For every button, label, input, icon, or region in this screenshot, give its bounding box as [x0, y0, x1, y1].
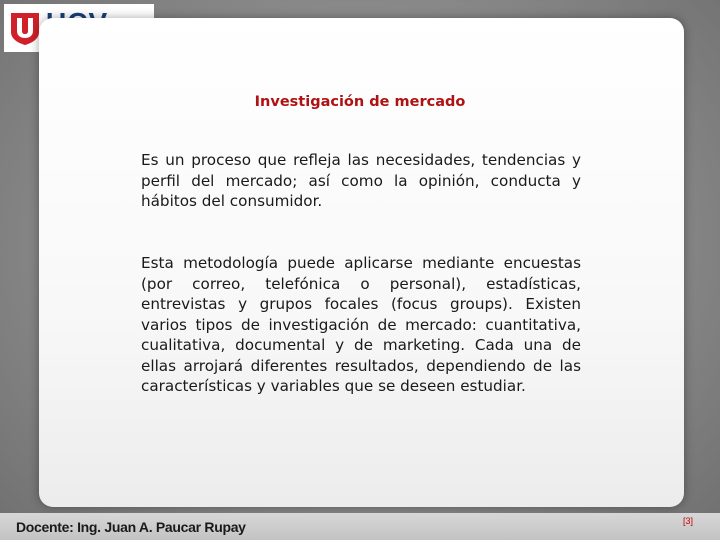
ucv-shield-icon — [10, 12, 40, 46]
paragraph-definition: Es un proceso que refleja las necesidades, tendencias y perfil del mercado; así como la opinión, conducta y hábitos del consumidor. — [141, 151, 581, 210]
slide-title: Investigación de mercado — [254, 94, 466, 110]
paragraph-methodology: Esta metodología puede aplicarse mediante encuestas (por correo, telefónica o personal), estadísticas, entrevistas y grupos focales (focus groups). Existen varios tipos de investigación de mercado: cuantitativa, cualitativa, documental y de marketing. Cada una de ellas arrojará diferentes resultados, dependiendo de las características y variables que se deseen estudiar. — [141, 254, 581, 395]
page-number: [3] — [683, 516, 694, 526]
footer-bar — [0, 513, 720, 540]
footer-docente: Docente: Ing. Juan A. Paucar Rupay — [16, 519, 246, 535]
